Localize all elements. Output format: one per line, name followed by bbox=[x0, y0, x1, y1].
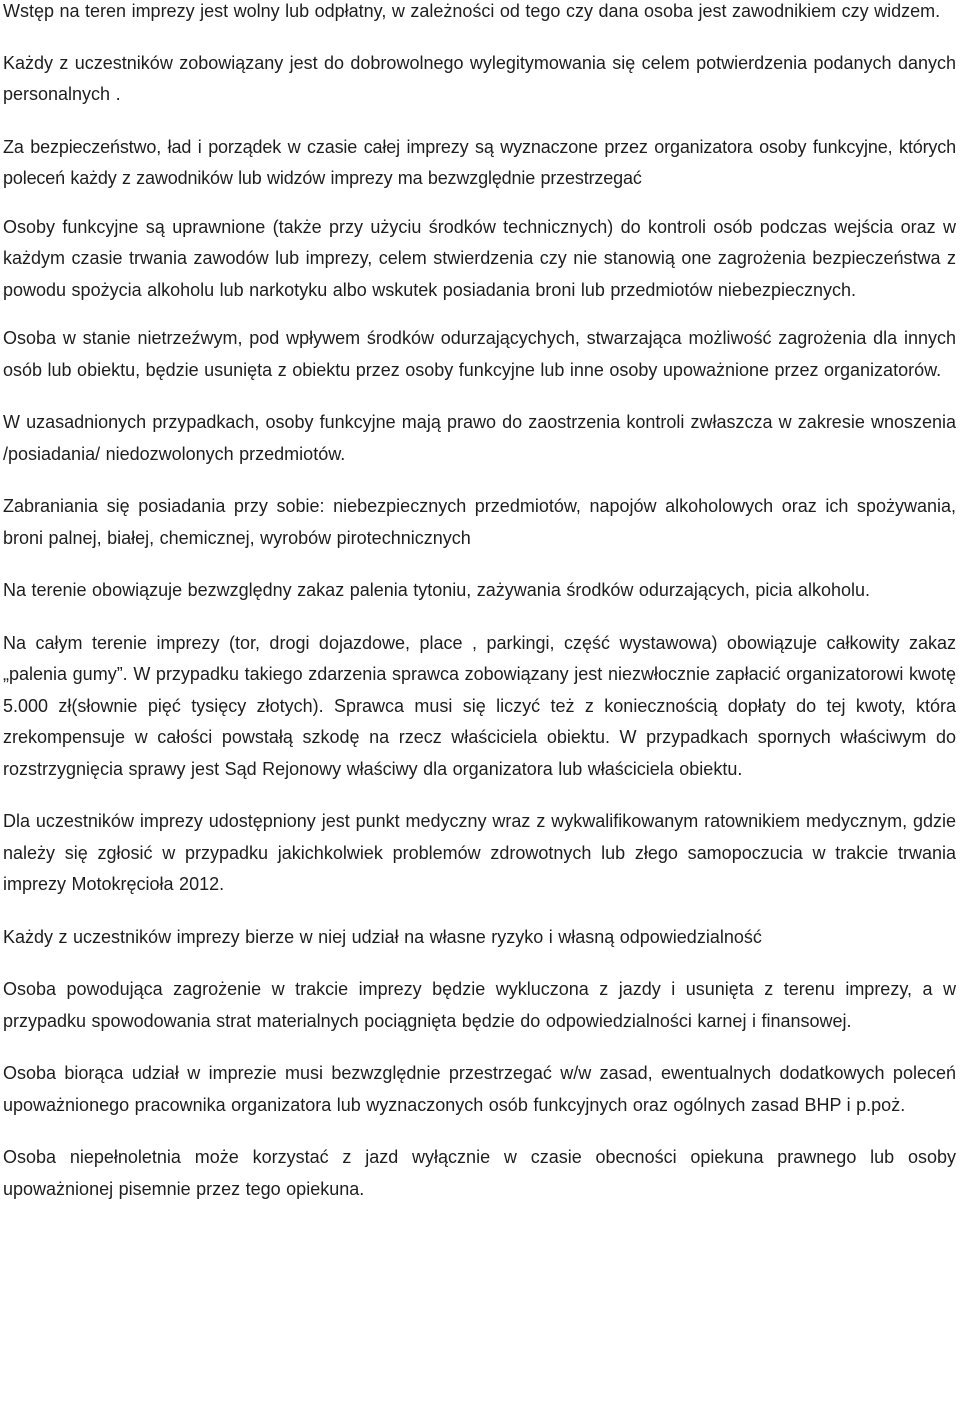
paragraph-smoking-ban: Na terenie obowiązuje bezwzględny zakaz palenia tytoniu, zażywania środków odurzających, picia alkoholu. bbox=[3, 580, 870, 600]
paragraph-own-risk: Każdy z uczestników imprezy bierze w niej udział na własne ryzyko i własną odpowiedzialność bbox=[3, 926, 762, 947]
paragraph-exclusion: Osoba powodująca zagrożenie w trakcie imprezy będzie wykluczona z jazdy i usunięta z terenu imprezy, a w przypadku spowodowania strat materialnych pociągnięta będzie do odpowiedzialności karnej i finansowej. bbox=[3, 979, 956, 1031]
paragraph-medical-point: Dla uczestników imprezy udostępniony jest punkt medyczny wraz z wykwalifikowanym ratownikiem medycznym, gdzie należy się zgłosić w przypadku jakichkolwiek problemów zdrowotnych lub złego samopoczucia w trakcie trwania imprezy Motokręcioła 2012. bbox=[3, 811, 956, 894]
paragraph-minors: Osoba niepełnoletnia może korzystać z jazd wyłącznie w czasie obecności opiekuna prawnego lub osoby upoważnionej pisemnie przez tego opiekuna. bbox=[3, 1147, 956, 1199]
paragraph-compliance: Osoba biorąca udział w imprezie musi bezwzględnie przestrzegać w/w zasad, ewentualnych dodatkowych poleceń upoważnionego pracownika organizatora lub wyznaczonych osób funkcyjnych oraz ogólnych zasad BHP i p.poż. bbox=[3, 1063, 956, 1115]
paragraph-prohibited-items: Zabraniania się posiadania przy sobie: niebezpiecznych przedmiotów, napojów alkoholowych oraz ich spożywania, broni palnej, białej, chemicznej, wyrobów pirotechnicznych bbox=[3, 496, 956, 548]
paragraph-burnout-ban: Na całym terenie imprezy (tor, drogi dojazdowe, place , parkingi, część wystawowa) obowiązuje całkowity zakaz „palenia gumy”. W przypadku takiego zdarzenia sprawca zobowiązany jest niezwłocznie zapłacić organizatorowi kwotę 5.000 zł(słownie pięć tysięcy złotych). Sprawca musi się liczyć też z koniecznością dopłaty do tej kwoty, która zrekompensuje w całości powstałą szkodę na rzecz właściciela obiektu. W przypadkach spornych właściwym do rozstrzygnięcia sprawy jest Sąd Rejonowy właściwy dla organizatora lub właściciela obiektu. bbox=[3, 632, 956, 779]
paragraph-security-staff: Za bezpieczeństwo, ład i porządek w czasie całej imprezy są wyznaczone przez organizatora osoby funkcyjne, których poleceń każdy z zawodników lub widzów imprezy ma bezwzględnie przestrzegać bbox=[3, 136, 956, 188]
paragraph-inspection-rights: Osoby funkcyjne są uprawnione (także przy użyciu środków technicznych) do kontroli osób podczas wejścia oraz w każdym czasie trwania zawodów lub imprezy, celem stwierdzenia czy nie stanowią one zagrożenia bezpieczeństwa z powodu spożycia alkoholu lub narkotyku albo wskutek posiadania broni lub przedmiotów niebezpiecznych. bbox=[3, 216, 956, 300]
paragraph-identification: Każdy z uczestników zobowiązany jest do dobrowolnego wylegitymowania się celem potwierdzenia podanych danych personalnych . bbox=[3, 52, 956, 104]
paragraph-stricter-control: W uzasadnionych przypadkach, osoby funkcyjne mają prawo do zaostrzenia kontroli zwłaszcza w zakresie wnoszenia /posiadania/ niedozwolonych przedmiotów. bbox=[3, 412, 956, 464]
document-body bbox=[3, 0, 956, 1205]
paragraph-entry-fee: Wstęp na teren imprezy jest wolny lub odpłatny, w zależności od tego czy dana osoba jest zawodnikiem czy widzem. bbox=[3, 1, 941, 21]
paragraph-intoxicated-persons: Osoba w stanie nietrzeźwym, pod wpływem środków odurzającychych, stwarzająca możliwość zagrożenia dla innych osób lub obiektu, będzie usunięta z obiektu przez osoby funkcyjne lub inne osoby upoważnione przez organizatorów. bbox=[3, 328, 956, 380]
